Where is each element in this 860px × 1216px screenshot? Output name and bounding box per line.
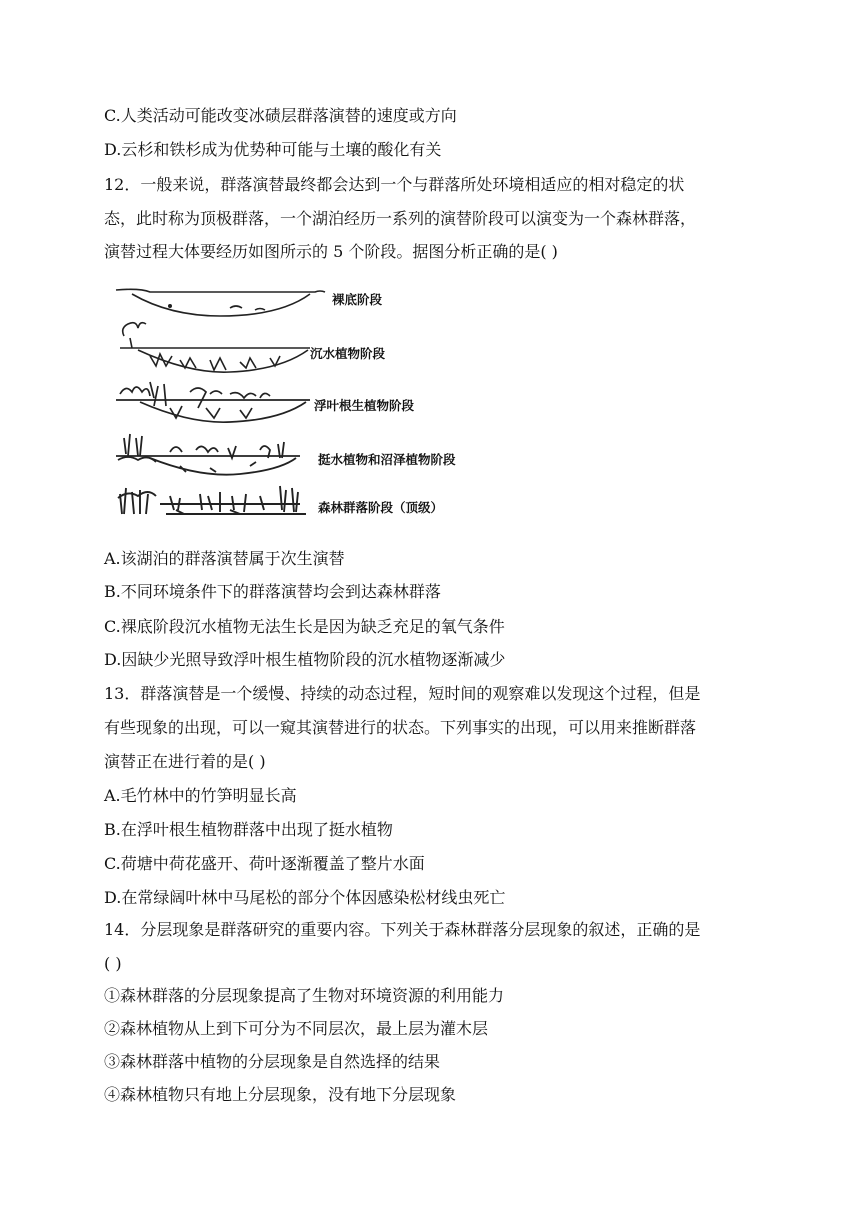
- option-13a: A.毛竹林中的竹笋明显长高: [104, 786, 297, 805]
- stage-emergent-marsh-drawing: [116, 434, 300, 475]
- option-12d: D.因缺少光照导致浮叶根生植物阶段的沉水植物逐渐减少: [104, 650, 506, 669]
- question-12-line-2: 态，此时称为顶极群落，一个湖泊经历一系列的演替阶段可以演变为一个森林群落，: [104, 209, 697, 228]
- question-12-line-1: 12．一般来说，群落演替最终都会达到一个与群落所处环境相适应的相对稳定的状: [104, 175, 685, 194]
- option-12a: A.该湖泊的群落演替属于次生演替: [104, 549, 345, 568]
- stage-label-1: 裸底阶段: [332, 292, 383, 307]
- stage-bare-basin-drawing: [116, 289, 325, 316]
- option-13d: D.在常绿阔叶林中马尾松的部分个体因感染松材线虫死亡: [104, 888, 506, 907]
- stage-label-3: 浮叶根生植物阶段: [314, 398, 415, 413]
- option-11c: C.人类活动可能改变冰碛层群落演替的速度或方向: [104, 106, 457, 125]
- option-13b: B.在浮叶根生植物群落中出现了挺水植物: [104, 820, 393, 839]
- question-13-line-1: 13．群落演替是一个缓慢、持续的动态过程，短时间的观察难以发现这个过程，但是: [104, 684, 701, 703]
- option-12c: C.裸底阶段沉水植物无法生长是因为缺乏充足的氧气条件: [104, 617, 505, 636]
- question-13-line-3: 演替正在进行着的是( ): [104, 752, 266, 771]
- question-14-line-2: ( ): [104, 954, 122, 973]
- option-12b: B.不同环境条件下的群落演替均会到达森林群落: [104, 582, 441, 601]
- stage-label-4: 挺水植物和沼泽植物阶段: [318, 452, 456, 467]
- option-11d: D.云杉和铁杉成为优势种可能与土壤的酸化有关: [104, 140, 442, 159]
- stage-submerged-drawing: [120, 323, 310, 372]
- succession-diagram: [110, 282, 490, 534]
- question-13-line-2: 有些现象的出现，可以一窥其演替进行的状态。下列事实的出现，可以用来推断群落: [104, 718, 697, 737]
- stage-floating-leaf-drawing: [116, 382, 310, 422]
- stage-forest-drawing: [118, 486, 306, 514]
- statement-14-3: ③森林群落中植物的分层现象是自然选择的结果: [104, 1052, 441, 1071]
- stage-label-2: 沉水植物阶段: [310, 346, 386, 361]
- option-13c: C.荷塘中荷花盛开、荷叶逐渐覆盖了整片水面: [104, 854, 425, 873]
- statement-14-1: ①森林群落的分层现象提高了生物对环境资源的利用能力: [104, 986, 505, 1005]
- stage-label-5: 森林群落阶段（顶级）: [318, 500, 444, 515]
- statement-14-4: ④森林植物只有地上分层现象，没有地下分层现象: [104, 1085, 457, 1104]
- statement-14-2: ②森林植物从上到下可分为不同层次，最上层为灌木层: [104, 1019, 489, 1038]
- question-14-line-1: 14．分层现象是群落研究的重要内容。下列关于森林群落分层现象的叙述，正确的是: [104, 920, 701, 939]
- question-12-line-3: 演替过程大体要经历如图所示的 5 个阶段。据图分析正确的是( ): [104, 242, 558, 261]
